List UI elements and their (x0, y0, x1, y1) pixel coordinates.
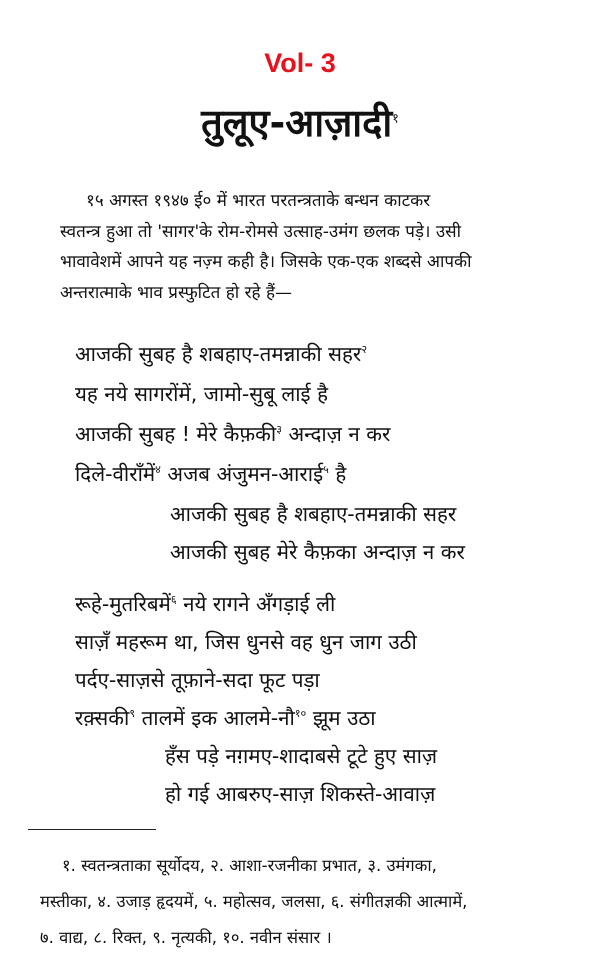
poem-line (75, 590, 335, 618)
poem-title-text: तुलूए-आज़ादी (201, 101, 393, 145)
volume-label: Vol- 3 (264, 48, 336, 78)
footnote-line: १. स्वतन्त्रताका सूर्योदय, २. आशा-रजनीका प्रभात, ३. उमंगका, (62, 856, 437, 875)
poem-line (165, 780, 435, 808)
footnote-mark: ५ (323, 463, 329, 477)
footnote-line: मस्तीका, ४. उजाड़ हृदयमें, ५. महोत्सव, जलसा, ६. संगीतज्ञकी आत्मामें, (40, 892, 468, 911)
verse-text: आजकी सुबह है शबहाए-तमन्नाकी सहर (170, 502, 457, 526)
poem-line (75, 340, 367, 368)
verse-text: हँस पड़े नग़मए-शादाबसे टूटे हुए साज़ (165, 744, 438, 768)
verse-text: तालमें इक आलमे-नौ (141, 706, 295, 730)
intro-line: भावावेशमें आपने यह नज़्म कही है। जिसके एक-एक शब्दसे आपकी (60, 252, 472, 272)
intro-line: अन्तरात्माके भाव प्रस्फुटित हो रहे हैं— (60, 282, 292, 303)
verse-text: अजब अंजुमन-आराई (167, 462, 324, 486)
footnote-line: ७. वाद्य, ८. रिक्त, ९. नृत्यकी, १०. नवीन संसार । (40, 928, 332, 947)
verse-text: पर्दए-साज़से तूफ़ाने-सदा फूट पड़ा (75, 668, 320, 692)
intro-paragraph (60, 186, 572, 308)
poem-line (75, 420, 390, 448)
verse-text: अन्दाज़ न कर (288, 422, 391, 446)
verse-text: रक़्सकी (75, 706, 130, 730)
footnotes (40, 848, 585, 956)
verse-text: झूम उठा (312, 706, 376, 730)
verse-text: दिले-वीराँमें (75, 462, 156, 486)
verse-text: यह नये सागरोंमें, जामो-सुबू लाई है (75, 382, 329, 406)
verse-text: साज़ँ महरूम था, जिस धुनसे वह धुन जाग उठी (75, 630, 417, 654)
footnote-mark: ९ (129, 707, 136, 721)
poem-line (75, 460, 346, 488)
poem-title (0, 96, 600, 148)
verse-text: है (335, 462, 347, 486)
verse-text: नये रागने अँगड़ाई ली (183, 592, 336, 616)
poem-line (75, 628, 417, 656)
poem-line (170, 538, 465, 566)
poem-line (170, 500, 456, 528)
poem-line (165, 742, 437, 770)
poem-line (75, 380, 328, 408)
footnote-mark: ३ (276, 423, 282, 437)
verse-text: आजकी सुबह ! मेरे कैफ़की (75, 422, 277, 446)
verse-text: आजकी सुबह है शबहाए-तमन्नाकी सहर (75, 342, 362, 366)
footnote-mark: ४ (155, 463, 161, 477)
verse-text: आजकी सुबह मेरे कैफ़का अन्दाज़ न कर (170, 540, 465, 564)
intro-line: १५ अगस्त १९४७ ई० में भारत परतन्त्रताके बन्धन काटकर (86, 191, 431, 211)
poem-line (75, 704, 376, 732)
poem-line (75, 666, 320, 694)
footnote-mark: १० (294, 707, 307, 721)
verse-text: रूहे-मुतरिबमें (75, 592, 171, 616)
intro-line: स्वतन्त्र हुआ तो 'सागर'के रोम-रोमसे उत्साह-उमंग छलक पड़े। उसी (60, 221, 462, 242)
footnote-divider (28, 829, 156, 830)
footnote-mark: ६ (170, 593, 177, 607)
verse-text: हो गई आबरुए-साज़ शिकस्ते-आवाज़ (165, 782, 436, 806)
title-footnote-mark: १ (392, 111, 399, 127)
footnote-mark: २ (361, 343, 368, 357)
